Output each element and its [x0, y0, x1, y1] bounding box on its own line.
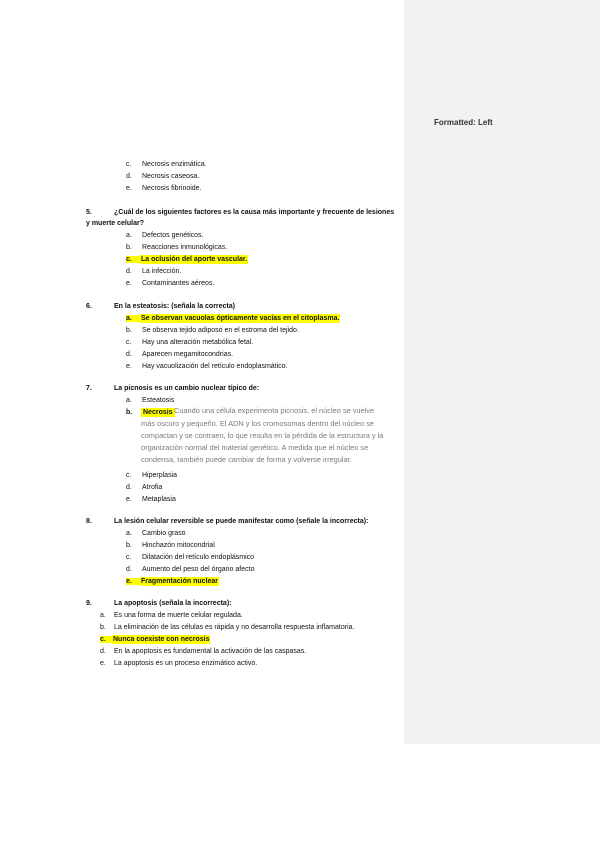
- q7-explanation-first-line: Cuando una célula experimenta picnosis, el núcleo se vuelve: [174, 406, 375, 415]
- q8-option-a: a. Cambio graso: [126, 530, 186, 537]
- q5-option-a: a. Defectos genéticos.: [126, 232, 204, 239]
- q5-option-e: e. Contaminantes aéreos.: [126, 280, 215, 287]
- q7-option-b-correct: b. Necrosis: [126, 409, 173, 416]
- q6-option-b: b. Se observa tejido adiposo en el estroma del tejido.: [126, 327, 299, 334]
- q9-option-a: a. Es una forma de muerte celular regulada.: [100, 612, 243, 619]
- question-6-number: 6.: [86, 303, 92, 310]
- option-prev-c: c. Necrosis enzimática.: [126, 161, 207, 168]
- comment-pane: [404, 0, 600, 744]
- q7-option-c: c. Hiperplasia: [126, 472, 178, 479]
- question-8-number: 8.: [86, 518, 92, 525]
- q9-option-d: d. En la apoptosis es fundamental la activación de las caspasas.: [100, 648, 307, 655]
- question-9-text: La apoptosis (señala la incorrecta):: [114, 600, 232, 607]
- q8-option-b: b. Hinchazón mitocondrial: [126, 542, 215, 549]
- q9-option-e: e. La apoptosis es un proceso enzimático activo.: [100, 660, 258, 667]
- q9-option-c-correct: c. Nunca coexiste con necrosis: [100, 636, 210, 643]
- q7-option-d: d. Atrofia: [126, 484, 163, 491]
- question-8-text: La lesión celular reversible se puede manifestar como (señale la incorrecta):: [114, 518, 369, 525]
- q5-option-c-correct: c. La oclusión del aporte vascular.: [126, 256, 248, 263]
- q6-option-e: e. Hay vacuolización del retículo endoplasmático.: [126, 363, 288, 370]
- question-5-text-cont: y muerte celular?: [86, 220, 144, 227]
- q7-option-a: a. Esteatosis: [126, 397, 175, 404]
- question-6-text: En la esteatosis: (señala la correcta): [114, 303, 235, 310]
- q8-option-e-correct: e. Fragmentación nuclear: [126, 578, 219, 585]
- question-9-number: 9.: [86, 600, 92, 607]
- question-5-number: 5.: [86, 209, 92, 216]
- q7-option-e: e. Metaplasia: [126, 496, 176, 503]
- question-5-text: ¿Cuál de los siguientes factores es la causa más importante y frecuente de lesiones: [114, 209, 395, 216]
- question-7-number: 7.: [86, 385, 92, 392]
- q5-option-d: d. La infección.: [126, 268, 182, 275]
- q6-option-c: c. Hay una alteración metabólica fetal.: [126, 339, 254, 346]
- comment-title: Formatted: Left: [434, 118, 493, 127]
- q9-option-b: b. La eliminación de las células es rápida y no desarrolla respuesta inflamatoria.: [100, 624, 355, 631]
- question-7-text: La picnosis es un cambio nuclear típico de:: [114, 385, 260, 392]
- option-prev-e: e. Necrosis fibrinoide.: [126, 185, 202, 192]
- q8-option-d: d. Aumento del peso del órgano afecto: [126, 566, 255, 573]
- q8-option-c: c. Dilatación del retículo endoplásmico: [126, 554, 255, 561]
- q7-explanation: más oscuro y pequeño. El ADN y los cromosomas dentro del núcleo se compactan y se contraen, lo que resulta en la pérdida de la estructura y la organización normal del material genético. A medida que el núcleo se condensa, también puede cambiar de forma y volverse irregular.: [141, 419, 384, 464]
- option-prev-d: d. Necrosis caseosa.: [126, 173, 200, 180]
- q5-option-b: b. Reacciones inmunológicas.: [126, 244, 228, 251]
- q6-option-d: d. Aparecen megamitocondrias.: [126, 351, 234, 358]
- q6-option-a-correct: a. Se observan vacuolas ópticamente vacías en el citoplasma.: [126, 315, 340, 322]
